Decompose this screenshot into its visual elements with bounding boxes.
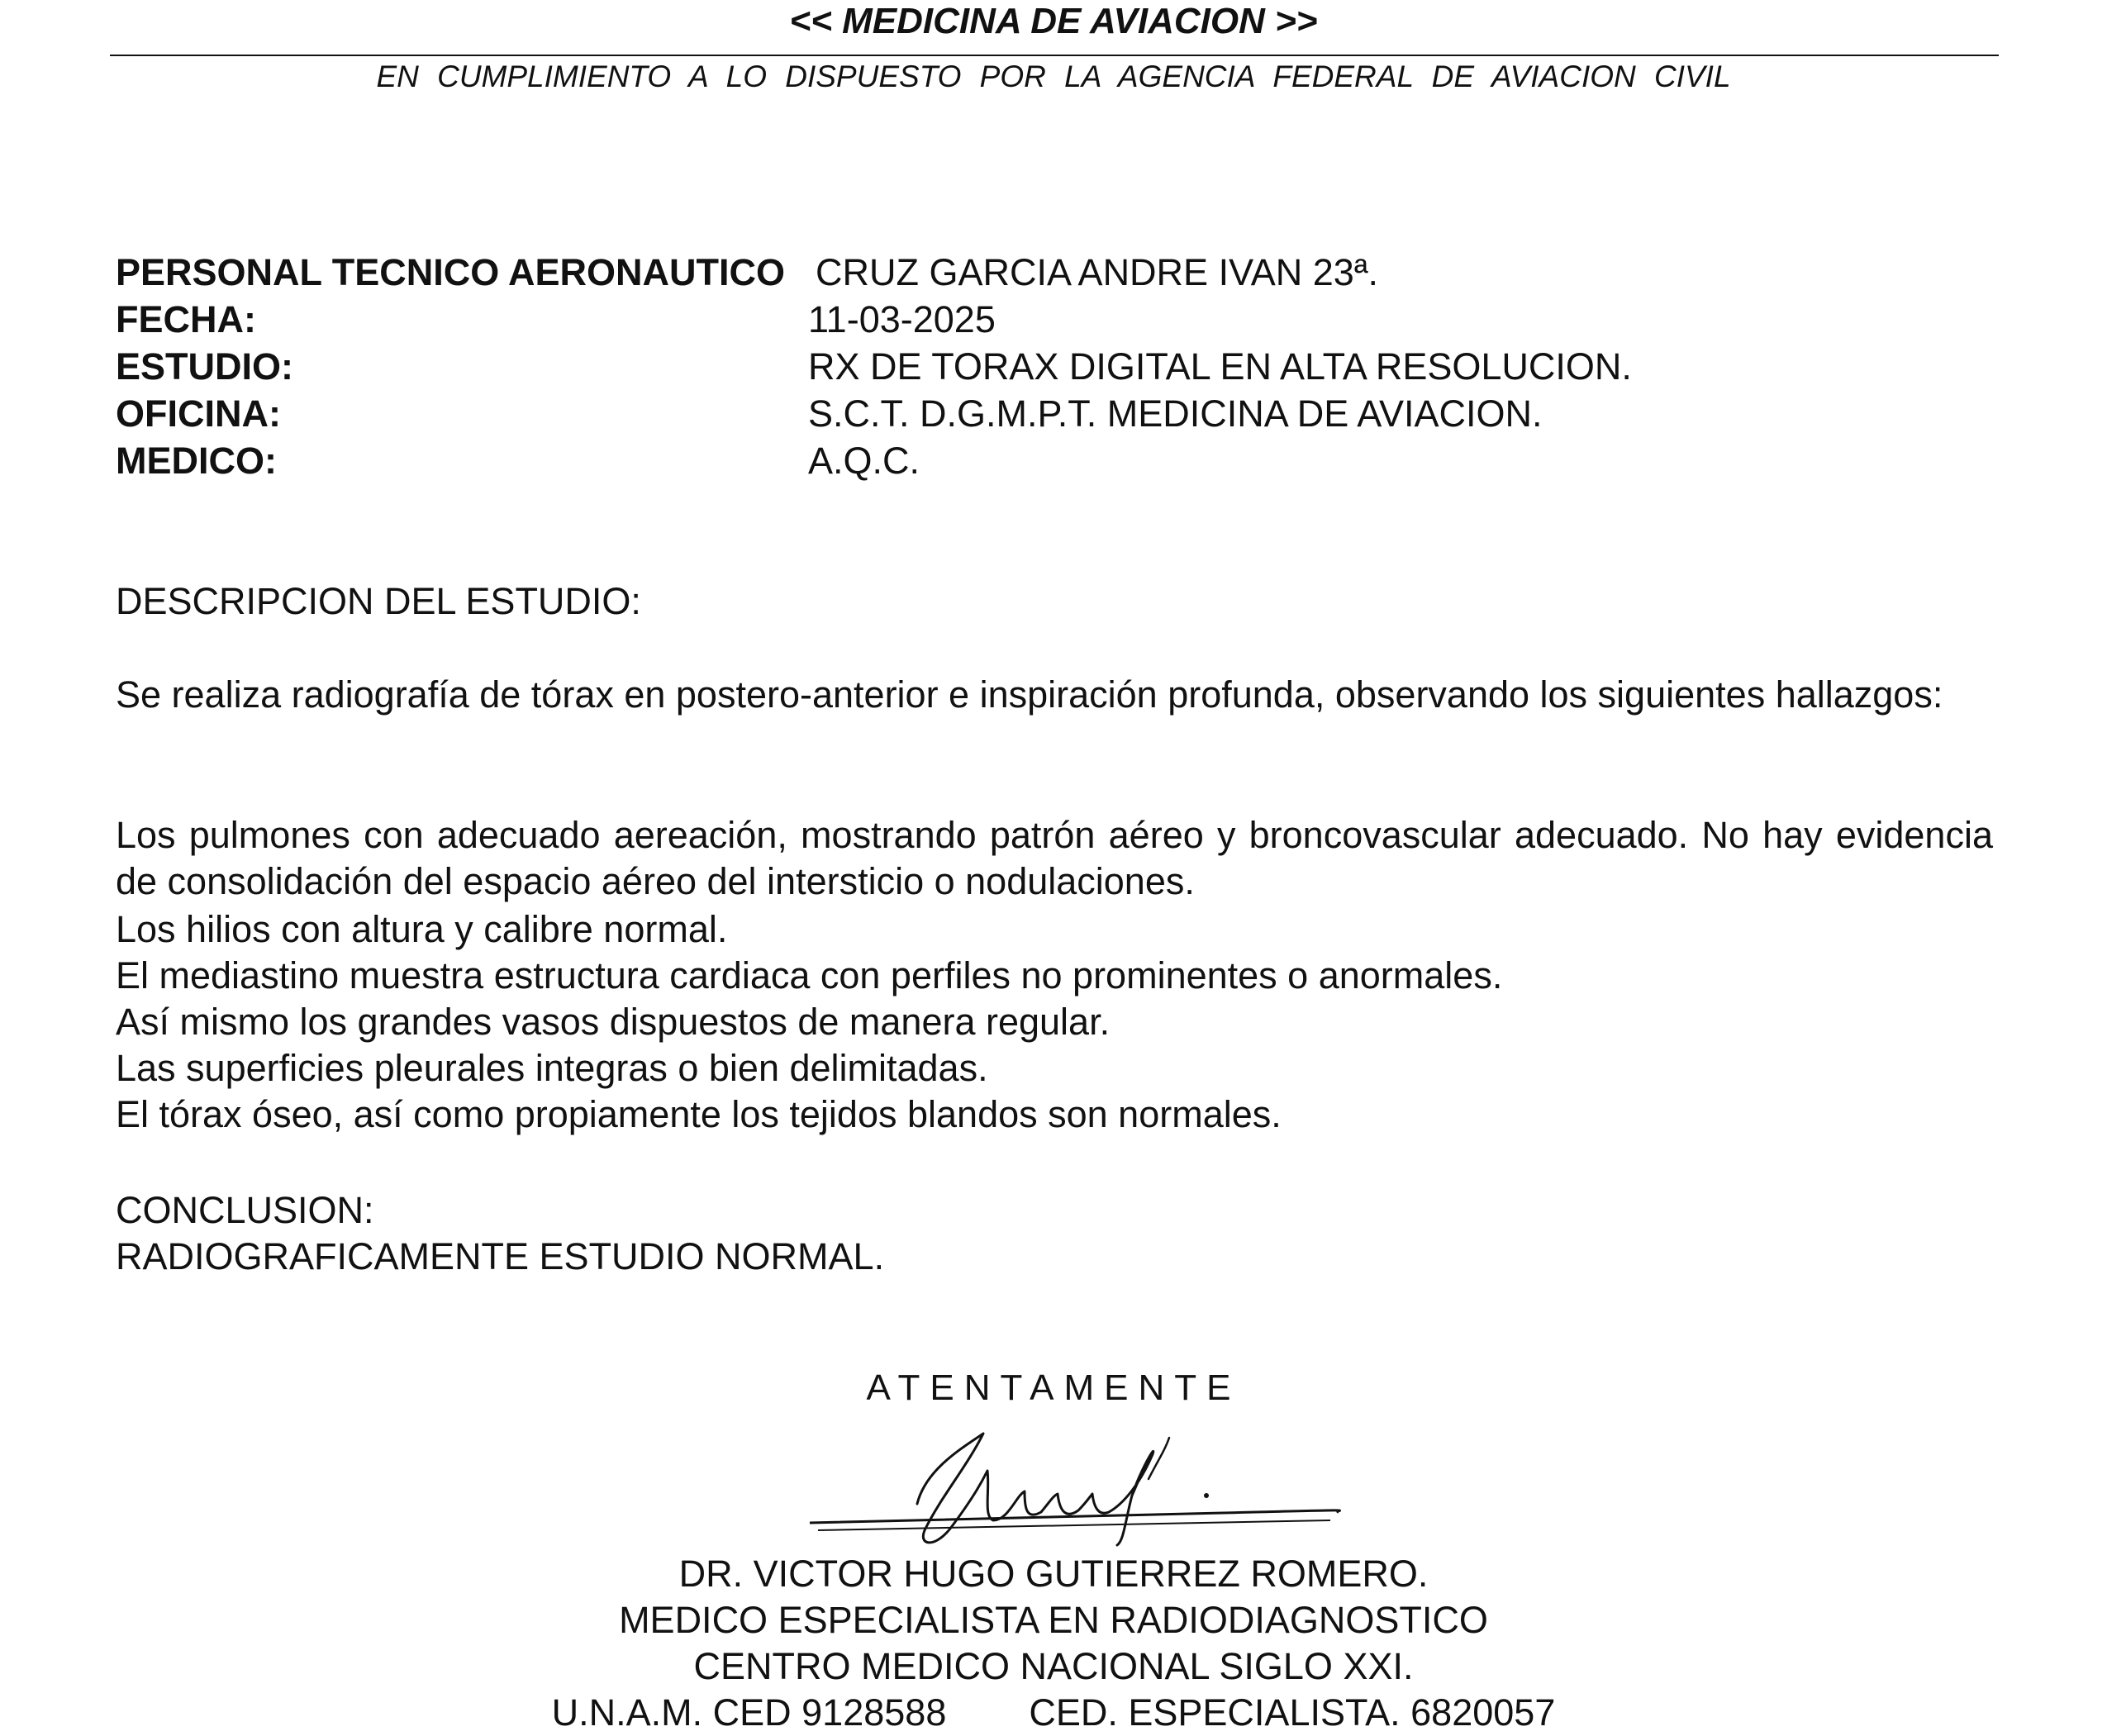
field-label: FECHA: — [116, 298, 256, 340]
field-label: ESTUDIO: — [116, 345, 294, 388]
conclusion — [116, 1187, 1993, 1280]
header-title: << MEDICINA DE AVIACION >> — [789, 1, 1318, 41]
finding-line: Los hilios con altura y calibre normal. — [116, 908, 728, 950]
field-label: PERSONAL TECNICO AERONAUTICO — [116, 251, 786, 293]
header-divider — [110, 55, 1999, 56]
signatory-institution: CENTRO MEDICO NACIONAL SIGLO XXI. — [693, 1645, 1414, 1687]
ced-especialista: CED. ESPECIALISTA. 6820057 — [1029, 1691, 1556, 1734]
field-label: MEDICO: — [116, 440, 277, 482]
ced-unam: U.N.A.M. CED 9128588 — [551, 1691, 947, 1734]
finding-line: Las superficies pleurales integras o bien delimitadas. — [116, 1047, 988, 1089]
header-subtitle: EN CUMPLIMIENTO A LO DISPUESTO POR LA AGENCIA FEDERAL DE AVIACION CIVIL — [376, 59, 1731, 93]
finding-line: El tórax óseo, así como propiamente los tejidos blandos son normales. — [116, 1093, 1282, 1135]
field-value: RX DE TORAX DIGITAL EN ALTA RESOLUCION. — [808, 345, 1632, 388]
description-intro: Se realiza radiografía de tórax en postero-anterior e inspiración profunda, observando los siguientes hallazgos: — [116, 673, 1943, 716]
field-value: S.C.T. D.G.M.P.T. MEDICINA DE AVIACION. — [808, 392, 1543, 435]
description-heading: DESCRIPCION DEL ESTUDIO: — [116, 580, 641, 622]
signatory-credentials — [0, 1690, 2107, 1736]
findings-list — [116, 906, 1993, 1138]
field-label: OFICINA: — [116, 392, 281, 435]
conclusion-heading: CONCLUSION: — [116, 1189, 374, 1231]
findings-paragraph: Los pulmones con adecuado aereación, mostrando patrón aéreo y broncovascular adecuado. No hay evidencia de consolidación del espacio aéreo del intersticio o nodulaciones. — [116, 814, 1993, 902]
field-value: CRUZ GARCIA ANDRE IVAN 23ª. — [816, 251, 1378, 293]
finding-line: El mediastino muestra estructura cardiaca con perfiles no prominentes o anormales. — [116, 954, 1503, 996]
field-value: A.Q.C. — [808, 440, 920, 482]
finding-line: Así mismo los grandes vasos dispuestos de manera regular. — [116, 1001, 1111, 1043]
signatory-title: MEDICO ESPECIALISTA EN RADIODIAGNOSTICO — [619, 1599, 1488, 1641]
closing-salutation: ATENTAMENTE — [866, 1367, 1241, 1408]
field-value: 11-03-2025 — [808, 298, 996, 340]
handwritten-signature — [801, 1405, 1347, 1553]
signatory-block — [0, 1551, 2107, 1736]
signatory-name: DR. VICTOR HUGO GUTIERREZ ROMERO. — [678, 1553, 1429, 1595]
conclusion-text: RADIOGRAFICAMENTE ESTUDIO NORMAL. — [116, 1235, 885, 1277]
